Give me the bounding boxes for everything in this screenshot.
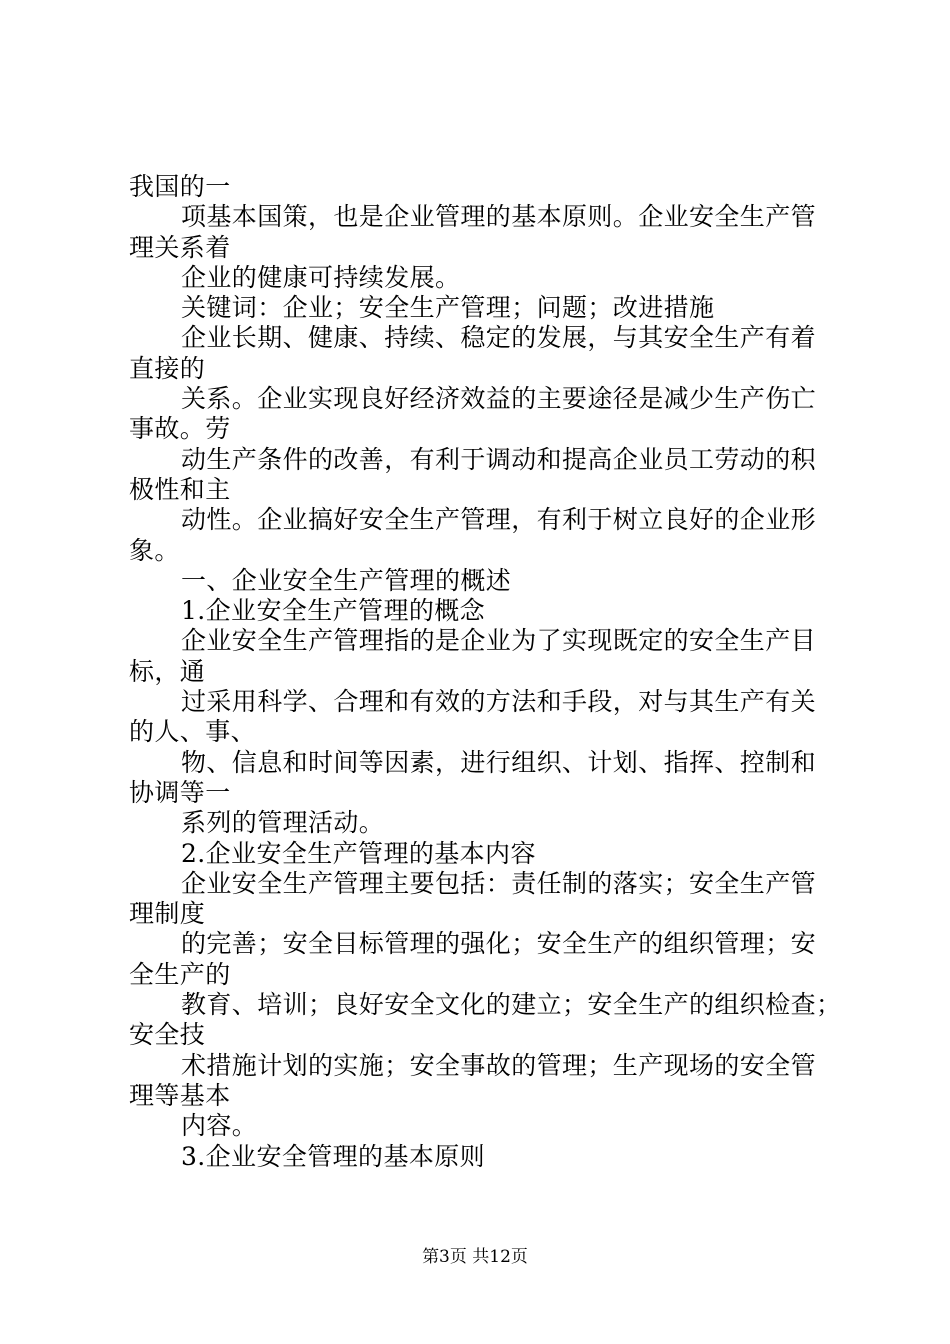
text-line: 2.企业安全生产管理的基本内容 bbox=[181, 838, 536, 868]
text-line: 的完善；安全目标管理的强化；安全生产的组织管理；安 bbox=[181, 929, 817, 959]
text-line: 关系。企业实现良好经济效益的主要途径是减少生产伤亡 bbox=[181, 384, 817, 414]
text-line: 3.企业安全管理的基本原则 bbox=[181, 1141, 486, 1171]
text-line: 企业安全生产管理主要包括：责任制的落实；安全生产管 bbox=[181, 868, 817, 898]
text-line: 理等基本 bbox=[129, 1080, 231, 1110]
text-line: 动生产条件的改善，有利于调动和提高企业员工劳动的积 bbox=[181, 444, 817, 474]
text-line: 事故。劳 bbox=[129, 414, 231, 444]
text-line: 内容。 bbox=[181, 1111, 258, 1141]
page-footer: 第3页 共12页 bbox=[422, 1247, 528, 1267]
text-line: 协调等一 bbox=[129, 777, 231, 807]
text-line: 项基本国策，也是企业管理的基本原则。企业安全生产管 bbox=[181, 202, 817, 232]
text-line: 企业安全生产管理指的是企业为了实现既定的安全生产目 bbox=[181, 626, 817, 656]
text-line: 象。 bbox=[129, 535, 180, 565]
text-line: 1.企业安全生产管理的概念 bbox=[181, 596, 486, 626]
text-line: 企业长期、健康、持续、稳定的发展，与其安全生产有着 bbox=[181, 323, 817, 353]
text-line: 理关系着 bbox=[129, 232, 231, 262]
text-line: 过采用科学、合理和有效的方法和手段，对与其生产有关 bbox=[181, 687, 817, 717]
text-line: 物、信息和时间等因素，进行组织、计划、指挥、控制和 bbox=[181, 747, 817, 777]
text-line: 全生产的 bbox=[129, 959, 231, 989]
text-line: 教育、培训；良好安全文化的建立；安全生产的组织检查； bbox=[181, 990, 842, 1020]
text-line: 极性和主 bbox=[129, 474, 231, 504]
text-line: 术措施计划的实施；安全事故的管理；生产现场的安全管 bbox=[181, 1050, 817, 1080]
text-line: 安全技 bbox=[129, 1020, 206, 1050]
text-line: 系列的管理活动。 bbox=[181, 808, 385, 838]
text-line: 动性。企业搞好安全生产管理，有利于树立良好的企业形 bbox=[181, 505, 817, 535]
text-line: 一、企业安全生产管理的概述 bbox=[181, 565, 512, 595]
text-line: 理制度 bbox=[129, 899, 206, 929]
text-line: 的人、事、 bbox=[129, 717, 257, 747]
text-line: 关键词：企业；安全生产管理；问题；改进措施 bbox=[181, 293, 715, 323]
text-line: 企业的健康可持续发展。 bbox=[181, 262, 461, 292]
body-text bbox=[129, 172, 849, 1172]
text-line: 我国的一 bbox=[129, 172, 231, 201]
text-line: 标，通 bbox=[129, 656, 206, 686]
text-line: 直接的 bbox=[129, 353, 206, 383]
